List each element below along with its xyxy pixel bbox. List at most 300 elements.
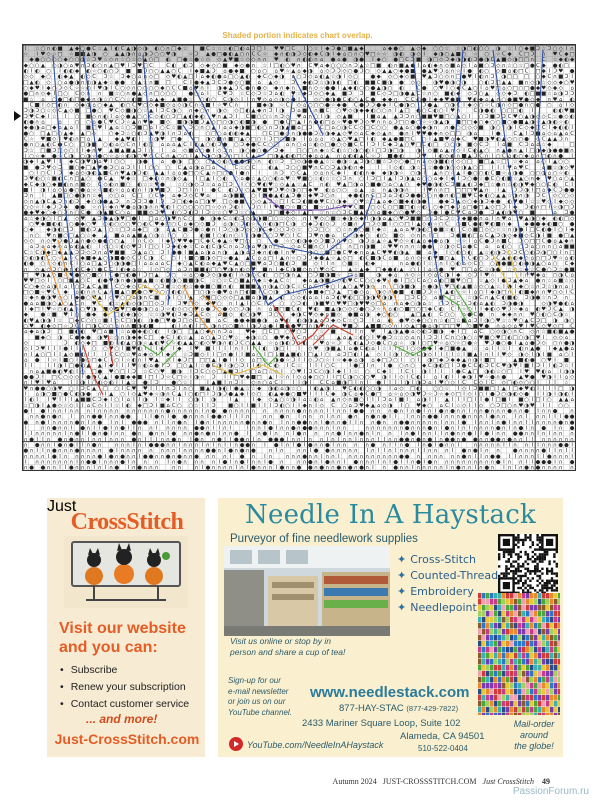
- svg-text:☆: ☆: [336, 119, 342, 126]
- svg-text:◆: ◆: [160, 96, 165, 103]
- svg-text:◑: ◑: [393, 351, 399, 358]
- svg-text:C: C: [541, 193, 546, 200]
- svg-text:⌂: ⌂: [155, 261, 159, 268]
- svg-text:I: I: [264, 351, 266, 358]
- svg-text:◇: ◇: [313, 261, 319, 268]
- svg-text:○: ○: [490, 261, 495, 268]
- svg-text:⌂: ⌂: [524, 340, 529, 347]
- svg-text:◐: ◐: [108, 300, 114, 307]
- crossstitch-url-link[interactable]: Just-CrossStitch.com: [54, 731, 200, 747]
- svg-text:◆: ◆: [177, 357, 182, 364]
- svg-text:◆: ◆: [63, 57, 68, 64]
- svg-text:♥: ♥: [97, 57, 103, 64]
- svg-text:I: I: [480, 317, 482, 324]
- svg-text:⌂: ⌂: [388, 255, 392, 262]
- svg-text:▲: ▲: [558, 346, 563, 353]
- svg-text:○: ○: [382, 312, 387, 319]
- svg-text:◐: ◐: [490, 249, 495, 256]
- svg-text:I: I: [42, 306, 44, 313]
- svg-text:♥: ♥: [512, 198, 518, 205]
- svg-text:I: I: [110, 45, 113, 52]
- svg-text:∩: ∩: [86, 193, 91, 200]
- svg-text:I: I: [372, 227, 374, 234]
- svg-text:■: ■: [131, 323, 137, 330]
- svg-text:□: □: [529, 91, 535, 98]
- svg-text:Ɔ: Ɔ: [319, 238, 324, 245]
- svg-text:▲: ▲: [183, 164, 188, 171]
- svg-text:□: □: [85, 108, 91, 115]
- svg-text:◇: ◇: [29, 204, 34, 211]
- svg-text:○: ○: [148, 249, 154, 256]
- svg-text:∩: ∩: [86, 91, 91, 98]
- svg-text:◐: ◐: [34, 176, 40, 183]
- svg-text:♥: ♥: [353, 119, 359, 126]
- svg-text:∩: ∩: [501, 181, 506, 188]
- svg-text:●: ●: [421, 85, 427, 92]
- svg-text:C: C: [63, 153, 68, 160]
- youtube-icon[interactable]: [229, 737, 243, 751]
- svg-text:□: □: [376, 176, 382, 183]
- svg-text:◆: ◆: [52, 210, 57, 217]
- svg-text:◑: ◑: [364, 283, 370, 290]
- svg-text:Ɔ: Ɔ: [58, 198, 62, 205]
- svg-text:I: I: [241, 346, 243, 353]
- svg-text:♥: ♥: [552, 96, 558, 103]
- svg-text:∩: ∩: [80, 300, 85, 307]
- svg-text:◇: ◇: [291, 210, 296, 217]
- svg-text:○: ○: [353, 96, 359, 103]
- svg-text:□: □: [222, 181, 228, 188]
- svg-text:■: ■: [398, 136, 404, 143]
- svg-text:◆: ◆: [547, 187, 552, 194]
- svg-text:■: ■: [68, 278, 74, 285]
- svg-text:∩: ∩: [257, 57, 262, 64]
- svg-text:☆: ☆: [325, 147, 330, 154]
- svg-text:○: ○: [410, 357, 416, 364]
- svg-text:♥: ♥: [245, 329, 251, 336]
- svg-text:I: I: [138, 261, 141, 268]
- svg-text:∩: ∩: [336, 238, 341, 245]
- svg-text:◐: ◐: [495, 136, 501, 143]
- svg-text:Ɔ: Ɔ: [183, 266, 188, 273]
- list-item[interactable]: • Subscribe: [60, 662, 189, 679]
- svg-text:∩: ∩: [524, 79, 529, 86]
- svg-text:∩: ∩: [507, 227, 512, 234]
- svg-text:C: C: [382, 204, 387, 211]
- svg-text:I: I: [195, 74, 198, 81]
- svg-text:∩: ∩: [507, 289, 512, 296]
- svg-text:♥: ♥: [393, 238, 399, 245]
- svg-text:●: ●: [564, 266, 569, 273]
- svg-text:I: I: [412, 221, 414, 228]
- svg-text:▲: ▲: [74, 232, 80, 239]
- svg-text:⌂: ⌂: [297, 125, 301, 132]
- svg-text:▲: ▲: [336, 164, 341, 171]
- svg-text:▲: ▲: [109, 176, 114, 183]
- svg-text:◆: ◆: [29, 227, 34, 234]
- svg-text:I: I: [571, 74, 573, 81]
- svg-text:●: ●: [370, 96, 376, 103]
- list-item[interactable]: • Contact customer service: [60, 696, 189, 713]
- svg-text:◆: ◆: [439, 357, 444, 364]
- svg-text:◐: ◐: [421, 329, 427, 336]
- svg-text:■: ■: [370, 255, 376, 262]
- svg-text:◆: ◆: [160, 193, 165, 200]
- svg-text:○: ○: [478, 255, 484, 262]
- svg-text:◑: ◑: [142, 204, 148, 211]
- svg-text:◐: ◐: [125, 300, 131, 307]
- svg-text:○: ○: [399, 210, 404, 217]
- svg-text:⌂: ⌂: [320, 57, 324, 64]
- svg-text:◑: ◑: [40, 181, 46, 188]
- svg-text:▲: ▲: [296, 272, 302, 279]
- svg-text:○: ○: [552, 249, 558, 256]
- svg-text:Ɔ: Ɔ: [75, 249, 79, 256]
- svg-text:♥: ♥: [142, 153, 148, 160]
- svg-text:☆: ☆: [552, 204, 558, 211]
- svg-text:⌂: ⌂: [149, 96, 153, 103]
- svg-text:○: ○: [154, 68, 160, 75]
- svg-text:◑: ◑: [410, 340, 416, 347]
- svg-text:●: ●: [262, 147, 268, 154]
- svg-text:■: ■: [535, 91, 541, 98]
- svg-text:□: □: [376, 300, 382, 307]
- svg-text:I: I: [155, 125, 158, 132]
- svg-text:○: ○: [478, 170, 484, 177]
- svg-text:◆: ◆: [365, 266, 370, 273]
- svg-text:■: ■: [154, 79, 160, 86]
- svg-text:C: C: [354, 278, 358, 285]
- list-item[interactable]: • Renew your subscription: [60, 679, 189, 696]
- svg-text:□: □: [188, 74, 194, 81]
- svg-text:◇: ◇: [479, 283, 484, 290]
- svg-text:◇: ◇: [114, 317, 119, 324]
- svg-text:◇: ◇: [308, 346, 313, 353]
- svg-text:●: ●: [69, 79, 74, 86]
- svg-text:○: ○: [211, 136, 216, 143]
- svg-text:Ɔ: Ɔ: [166, 187, 171, 194]
- svg-text:☆: ☆: [501, 317, 507, 324]
- svg-text:⌂: ⌂: [433, 176, 438, 183]
- qr-code-icon[interactable]: [498, 534, 558, 594]
- svg-text:○: ○: [57, 266, 63, 273]
- svg-text:○: ○: [558, 227, 564, 234]
- svg-text:■: ■: [233, 57, 239, 64]
- svg-text:○: ○: [336, 108, 342, 115]
- needlestack-website-link[interactable]: www.needlestack.com: [310, 684, 470, 701]
- svg-text:♥: ♥: [433, 255, 438, 262]
- svg-text:Ɔ: Ɔ: [132, 249, 136, 256]
- svg-text:◇: ◇: [444, 130, 450, 137]
- svg-text:I: I: [508, 346, 511, 353]
- svg-text:□: □: [194, 289, 200, 296]
- svg-text:■: ■: [324, 238, 330, 245]
- svg-text:■: ■: [387, 153, 393, 160]
- svg-text:◇: ◇: [131, 300, 137, 307]
- svg-text:□: □: [433, 57, 439, 64]
- svg-text:■: ■: [330, 346, 336, 353]
- svg-text:■: ■: [262, 295, 268, 302]
- svg-text:⌂: ⌂: [217, 317, 222, 324]
- svg-text:☆: ☆: [268, 113, 273, 120]
- svg-text:∩: ∩: [228, 300, 233, 307]
- svg-text:Ɔ: Ɔ: [234, 187, 239, 194]
- svg-text:◐: ◐: [86, 68, 91, 75]
- svg-text:◆: ◆: [251, 329, 256, 336]
- svg-text:⌂: ⌂: [320, 68, 324, 75]
- svg-text:◑: ◑: [461, 334, 467, 341]
- svg-text:◑: ◑: [285, 289, 290, 296]
- svg-text:∩: ∩: [530, 176, 535, 183]
- svg-text:□: □: [524, 51, 530, 58]
- svg-text:◑: ◑: [524, 187, 529, 194]
- svg-text:Ɔ: Ɔ: [405, 215, 410, 222]
- svg-text:☆: ☆: [450, 215, 456, 222]
- svg-text:◆: ◆: [205, 74, 211, 81]
- svg-text:○: ○: [421, 295, 427, 302]
- svg-text:C: C: [348, 210, 353, 217]
- svg-text:○: ○: [290, 164, 296, 171]
- svg-text:☆: ☆: [330, 340, 336, 347]
- svg-text:☆: ☆: [188, 57, 194, 64]
- svg-text:I: I: [548, 363, 551, 370]
- svg-text:◇: ◇: [80, 170, 85, 177]
- svg-text:∩: ∩: [257, 153, 262, 160]
- svg-text:⌂: ⌂: [251, 295, 256, 302]
- svg-text:■: ■: [290, 351, 296, 358]
- svg-text:▲: ▲: [211, 334, 216, 341]
- svg-text:□: □: [404, 295, 410, 302]
- svg-text:♥: ♥: [91, 329, 97, 336]
- svg-text:I: I: [298, 357, 300, 364]
- svg-text:☆: ☆: [302, 193, 308, 200]
- svg-text:☆: ☆: [296, 227, 302, 234]
- svg-text:◐: ◐: [51, 45, 57, 52]
- svg-text:○: ○: [63, 295, 69, 302]
- svg-text:▲: ▲: [194, 329, 199, 336]
- list-item: ✦ Embroidery: [397, 585, 474, 598]
- svg-text:♥: ♥: [552, 300, 558, 307]
- svg-text:I: I: [212, 147, 215, 154]
- svg-text:♥: ♥: [467, 193, 473, 200]
- svg-text:⌂: ⌂: [376, 210, 381, 217]
- svg-text:●: ●: [393, 289, 399, 296]
- svg-text:☆: ☆: [188, 51, 194, 58]
- svg-text:♥: ♥: [251, 266, 256, 273]
- svg-text:◆: ◆: [387, 272, 393, 279]
- svg-text:▲: ▲: [194, 312, 199, 319]
- svg-text:◐: ◐: [256, 125, 262, 132]
- svg-text:●: ●: [251, 147, 256, 154]
- svg-text:Ɔ: Ɔ: [92, 249, 97, 256]
- svg-text:◆: ◆: [507, 91, 512, 98]
- svg-text:○: ○: [450, 312, 456, 319]
- svg-text:☆: ☆: [507, 62, 512, 69]
- svg-text:◆: ◆: [29, 295, 34, 302]
- svg-text:○: ○: [120, 159, 125, 166]
- svg-text:◑: ◑: [376, 255, 382, 262]
- svg-text:◇: ◇: [200, 295, 205, 302]
- svg-text:I: I: [303, 136, 306, 143]
- svg-text:◇: ◇: [69, 108, 74, 115]
- svg-text:∩: ∩: [143, 295, 148, 302]
- svg-text:○: ○: [325, 351, 330, 358]
- svg-text:○: ○: [399, 45, 404, 52]
- svg-text:■: ■: [114, 306, 120, 313]
- svg-text:◐: ◐: [547, 221, 552, 228]
- svg-text:☆: ☆: [57, 317, 63, 324]
- svg-text:□: □: [535, 125, 541, 132]
- svg-text:I: I: [173, 357, 175, 364]
- svg-text:◐: ◐: [199, 232, 205, 239]
- svg-text:■: ■: [347, 142, 353, 149]
- svg-text:●: ●: [97, 368, 103, 375]
- svg-text:◆: ◆: [245, 317, 250, 324]
- svg-text:☆: ☆: [29, 136, 34, 143]
- svg-text:I: I: [161, 238, 164, 245]
- svg-text:◐: ◐: [245, 221, 251, 228]
- svg-text:▲: ▲: [183, 113, 188, 120]
- svg-text:■: ■: [85, 255, 91, 262]
- svg-text:♥: ♥: [342, 300, 347, 307]
- svg-text:□: □: [268, 153, 274, 160]
- svg-text:◐: ◐: [512, 255, 518, 262]
- svg-text:◐: ◐: [199, 340, 205, 347]
- svg-text:⌂: ⌂: [530, 255, 535, 262]
- svg-text:◑: ◑: [444, 119, 450, 126]
- svg-text:◇: ◇: [342, 221, 347, 228]
- svg-text:C: C: [228, 102, 233, 109]
- svg-text:◆: ◆: [74, 317, 80, 324]
- svg-text:I: I: [565, 227, 568, 234]
- svg-text:♥: ♥: [290, 91, 296, 98]
- svg-text:☆: ☆: [91, 68, 97, 75]
- svg-text:●: ●: [524, 261, 529, 268]
- youtube-link[interactable]: YouTube.com/NeedleInAHaystack: [247, 740, 384, 750]
- svg-text:◑: ◑: [433, 79, 438, 86]
- svg-text:●: ●: [234, 198, 239, 205]
- svg-text:◇: ◇: [57, 295, 63, 302]
- svg-text:□: □: [558, 323, 564, 330]
- svg-text:▲: ▲: [501, 193, 506, 200]
- svg-text:⌂: ⌂: [115, 113, 119, 120]
- svg-text:■: ■: [80, 51, 86, 58]
- svg-text:◐: ◐: [308, 51, 313, 58]
- svg-text:C: C: [200, 238, 205, 245]
- svg-text:☆: ☆: [319, 210, 325, 217]
- svg-text:○: ○: [524, 249, 529, 256]
- svg-text:Ɔ: Ɔ: [371, 102, 375, 109]
- svg-text:■: ■: [495, 221, 501, 228]
- svg-text:◑: ◑: [558, 91, 564, 98]
- svg-text:◆: ◆: [456, 357, 461, 364]
- svg-text:○: ○: [46, 210, 51, 217]
- svg-text:⌂: ⌂: [541, 164, 546, 171]
- svg-text:♥: ♥: [194, 306, 199, 313]
- svg-text:∩: ∩: [46, 45, 51, 52]
- svg-text:◆: ◆: [40, 113, 45, 120]
- svg-text:I: I: [127, 363, 130, 370]
- svg-text:▲: ▲: [103, 45, 108, 52]
- svg-text:▲: ▲: [74, 238, 80, 245]
- svg-text:◑: ◑: [382, 295, 387, 302]
- svg-text:▲: ▲: [274, 278, 279, 285]
- svg-text:○: ○: [171, 91, 177, 98]
- svg-text:◐: ◐: [137, 346, 143, 353]
- svg-text:●: ●: [194, 79, 199, 86]
- svg-text:♥: ♥: [296, 368, 302, 375]
- svg-text:○: ○: [199, 108, 205, 115]
- svg-text:●: ●: [495, 266, 501, 273]
- svg-text:♥: ♥: [455, 278, 461, 285]
- svg-text:□: □: [57, 323, 63, 330]
- svg-text:Ɔ: Ɔ: [331, 238, 336, 245]
- svg-text:□: □: [370, 62, 376, 69]
- svg-text:○: ○: [74, 119, 80, 126]
- svg-text:◑: ◑: [438, 329, 444, 336]
- svg-text:◇: ◇: [496, 306, 501, 313]
- svg-text:◐: ◐: [342, 278, 347, 285]
- svg-text:☆: ☆: [416, 244, 421, 251]
- svg-text:⌂: ⌂: [177, 266, 182, 273]
- svg-text:I: I: [548, 159, 551, 166]
- svg-text:◐: ◐: [160, 346, 165, 353]
- svg-text:♥: ♥: [34, 272, 40, 279]
- svg-text:○: ○: [188, 204, 194, 211]
- svg-text:◆: ◆: [308, 187, 313, 194]
- svg-text:☆: ☆: [290, 204, 296, 211]
- svg-text:▲: ▲: [63, 108, 68, 115]
- svg-text:◆: ◆: [416, 317, 421, 324]
- svg-text:●: ●: [199, 215, 205, 222]
- svg-text:◑: ◑: [564, 317, 569, 324]
- svg-text:□: □: [171, 136, 177, 143]
- svg-text:□: □: [142, 176, 148, 183]
- svg-text:○: ○: [421, 136, 427, 143]
- svg-text:○: ○: [518, 45, 524, 52]
- svg-text:◆: ◆: [234, 125, 239, 132]
- svg-text:○: ○: [148, 232, 154, 239]
- svg-text:⌂: ⌂: [194, 198, 199, 205]
- svg-text:◆: ◆: [52, 181, 57, 188]
- svg-text:□: □: [529, 147, 535, 154]
- svg-text:◆: ◆: [268, 227, 273, 234]
- svg-text:○: ○: [205, 159, 211, 166]
- svg-text:◆: ◆: [541, 74, 546, 81]
- svg-text:◆: ◆: [23, 312, 28, 319]
- svg-text:☆: ☆: [273, 159, 279, 166]
- svg-text:▲: ▲: [222, 368, 228, 375]
- svg-text:☆: ☆: [336, 357, 342, 364]
- svg-text:◆: ◆: [513, 204, 518, 211]
- svg-text:♥: ♥: [342, 108, 347, 115]
- svg-text:◆: ◆: [166, 238, 171, 245]
- svg-text:◆: ◆: [40, 334, 45, 341]
- svg-text:▲: ▲: [52, 198, 57, 205]
- svg-text:◐: ◐: [564, 125, 569, 132]
- svg-text:○: ○: [46, 181, 51, 188]
- svg-text:◇: ◇: [456, 147, 461, 154]
- svg-text:○: ○: [131, 79, 137, 86]
- svg-text:◑: ◑: [205, 255, 211, 262]
- svg-text:Ɔ: Ɔ: [291, 357, 296, 364]
- svg-text:♥: ♥: [490, 136, 495, 143]
- svg-text:▲: ▲: [484, 300, 489, 307]
- svg-text:♥: ♥: [80, 215, 86, 222]
- svg-text:♥: ♥: [46, 232, 52, 239]
- svg-text:♥: ♥: [40, 346, 46, 353]
- svg-text:●: ●: [97, 176, 103, 183]
